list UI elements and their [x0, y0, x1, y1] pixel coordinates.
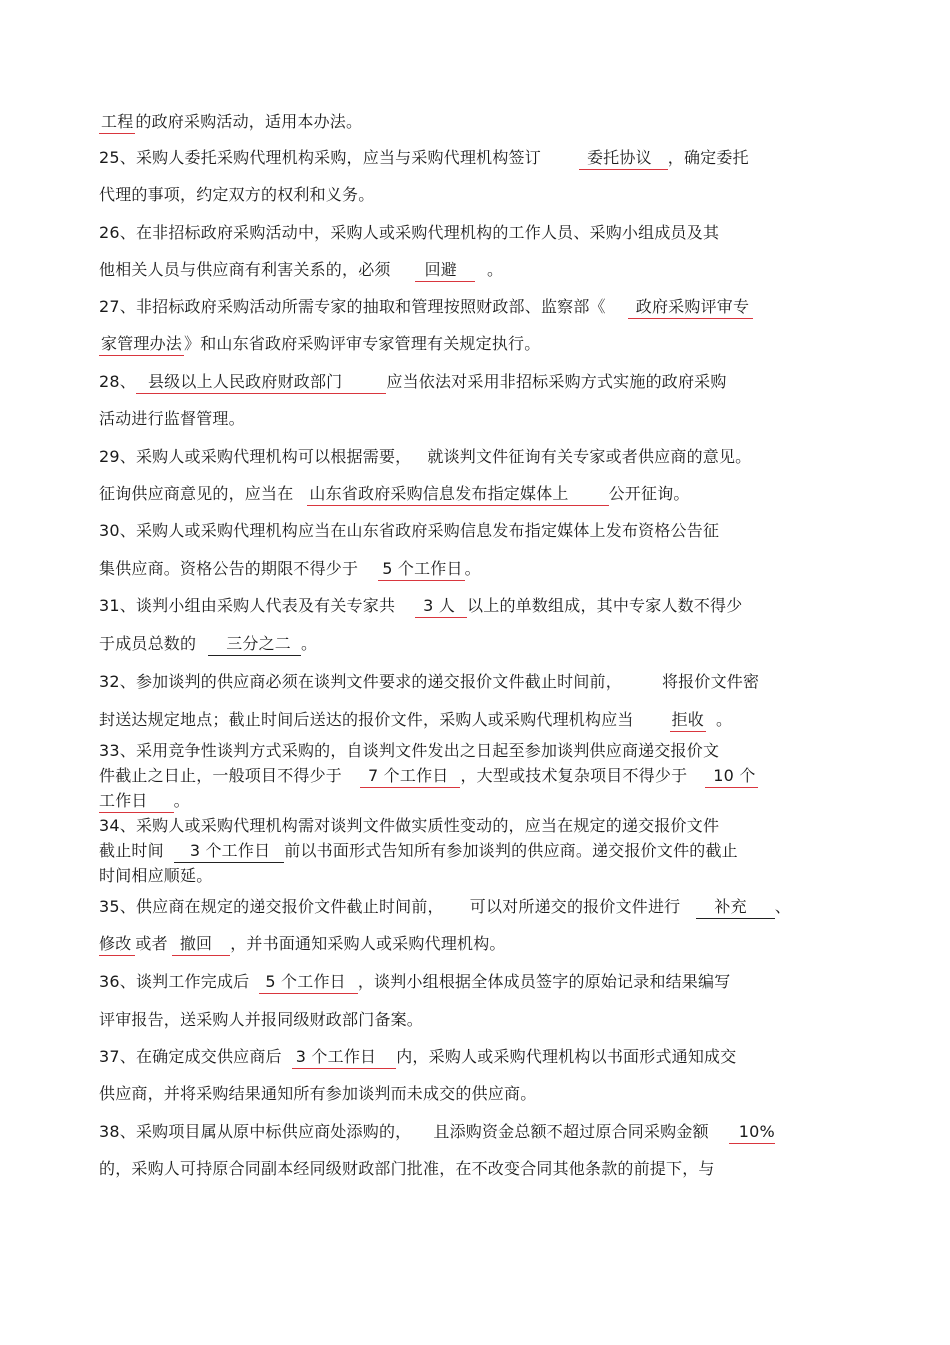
text-segment: 件截止之日止，一般项目不得少于: [99, 766, 343, 785]
text-line: [99, 741, 719, 761]
answer-blank: 工作日: [99, 791, 174, 811]
answer-blank: 三分之二: [208, 634, 301, 654]
text-segment: 36、谈判工作完成后: [99, 972, 250, 991]
text-line: [99, 766, 758, 786]
text-line: [99, 409, 245, 429]
text-segment: 28、: [99, 372, 136, 391]
answer-blank: 政府采购评审专: [628, 297, 753, 317]
text-line: [99, 559, 481, 579]
text-segment: 可以对所递交的报价文件进行: [469, 897, 681, 916]
text-line: [99, 634, 317, 654]
text-segment: 。: [173, 791, 190, 810]
text-segment: 他相关人员与供应商有利害关系的，必须: [99, 260, 391, 279]
text-segment: 就谈判文件征询有关专家或者供应商的意见。: [427, 447, 752, 466]
answer-blank: 3 个工作日: [174, 841, 284, 861]
text-segment: 将报价文件密: [661, 672, 760, 691]
answer-blank: 5 个工作日: [378, 559, 464, 579]
text-line: [99, 1159, 715, 1179]
answer-blank: 3 个工作日: [292, 1047, 396, 1067]
text-line: [99, 1122, 775, 1142]
text-segment: 内，采购人或采购代理机构以书面形式通知成交: [396, 1047, 737, 1066]
answer-blank: 拒收: [671, 710, 705, 729]
text-segment: ，大型或技术复杂项目不得少于: [460, 766, 688, 785]
text-segment: 33、采用竞争性谈判方式采购的，自谈判文件发出之日起至参加谈判供应商递交报价文: [99, 741, 720, 760]
text-line: [99, 841, 738, 861]
text-line: [99, 672, 759, 692]
text-segment: 供应商，并将采购结果通知所有参加谈判而未成交的供应商。: [99, 1084, 537, 1103]
answer-blank: 7 个工作日: [360, 766, 460, 786]
text-line: [99, 297, 753, 317]
text-line: [99, 1010, 423, 1030]
text-line: [99, 148, 749, 168]
text-segment: 截止时间: [99, 841, 164, 860]
text-line: [99, 185, 374, 205]
answer-blank: 5 个工作日: [259, 972, 357, 992]
text-segment: 34、采购人或采购代理机构需对谈判文件做实质性变动的，应当在规定的递交报价文件: [99, 816, 720, 835]
answer-blank: 工程: [101, 112, 134, 131]
text-segment: 25、采购人委托采购代理机构采购，应当与采购代理机构签订: [99, 148, 541, 167]
text-line: [99, 934, 506, 954]
text-line: [99, 260, 503, 280]
answer-blank: 修改: [99, 934, 135, 954]
text-line: [99, 223, 719, 243]
text-segment: ，谈判小组根据全体成员签字的原始记录和结果编写: [357, 972, 731, 991]
text-segment: ，确定委托: [667, 148, 749, 167]
text-line: [99, 897, 791, 917]
text-segment: 26、在非招标政府采购活动中，采购人或采购代理机构的工作人员、采购小组成员及其: [99, 223, 720, 242]
text-segment: 27、非招标政府采购活动所需专家的抽取和管理按照财政部、监察部《: [99, 297, 606, 316]
text-segment: 活动进行监督管理。: [99, 409, 245, 428]
text-segment: 征询供应商意见的，应当在: [99, 484, 294, 503]
text-segment: 》和山东省政府采购评审专家管理有关规定执行。: [184, 334, 541, 353]
text-line: [99, 866, 212, 886]
text-segment: 代理的事项，约定双方的权利和义务。: [99, 185, 375, 204]
answer-blank: 县级以上人民政府财政部门: [136, 372, 386, 392]
answer-blank: 委托协议: [579, 148, 668, 168]
text-segment: 32、参加谈判的供应商必须在谈判文件要求的递交报价文件截止时间前，: [99, 672, 622, 691]
text-segment: 应当依法对采用非招标采购方式实施的政府采购: [386, 372, 727, 391]
text-line: [99, 791, 190, 811]
answer-blank: 撤回: [172, 934, 230, 954]
text-segment: 。: [464, 559, 481, 578]
text-segment: 、: [774, 897, 791, 916]
text-segment: 30、采购人或采购代理机构应当在山东省政府采购信息发布指定媒体上发布资格公告征: [99, 521, 720, 540]
answer-blank: 10 个: [705, 766, 757, 786]
answer-blank: 10%: [729, 1122, 775, 1142]
text-line: [99, 447, 751, 467]
answer-blank: 山东省政府采购信息发布指定媒体上: [307, 484, 608, 504]
text-segment: 的政府采购活动，适用本办法。: [135, 112, 363, 131]
text-segment: ，并书面通知采购人或采购代理机构。: [230, 934, 506, 953]
text-segment: 或者: [135, 934, 168, 953]
text-line: [99, 972, 730, 992]
text-segment: 的，采购人可持原合同副本经同级财政部门批准，在不改变合同其他条款的前提下，与: [99, 1159, 715, 1178]
text-line: [99, 816, 719, 836]
text-segment: 于成员总数的: [99, 634, 197, 653]
text-segment: 时间相应顺延。: [99, 866, 213, 885]
text-segment: 。: [716, 710, 733, 729]
text-line: [99, 1084, 536, 1104]
text-line: [99, 484, 690, 504]
text-line: [99, 334, 540, 354]
answer-blank: 家管理办法: [101, 334, 183, 353]
text-segment: 。: [487, 260, 504, 279]
text-segment: 38、采购项目属从原中标供应商处添购的，: [99, 1122, 412, 1141]
text-line: [99, 1047, 736, 1067]
text-segment: 35、供应商在规定的递交报价文件截止时间前，: [99, 897, 444, 916]
text-line: [99, 596, 742, 616]
text-line: [99, 710, 732, 730]
text-segment: 31、谈判小组由采购人代表及有关专家共: [99, 596, 396, 615]
text-line: [99, 112, 362, 132]
text-segment: 以上的单数组成，其中专家人数不得少: [467, 596, 743, 615]
text-segment: 封送达规定地点；截止时间后送达的报价文件，采购人或采购代理机构应当: [99, 710, 634, 729]
answer-blank: 补充: [696, 897, 774, 917]
text-segment: 。: [301, 634, 318, 653]
text-segment: 公开征询。: [608, 484, 690, 503]
text-segment: 集供应商。资格公告的期限不得少于: [99, 559, 359, 578]
text-segment: 且添购资金总额不超过原合同采购金额: [433, 1122, 709, 1141]
answer-blank: 回避: [415, 260, 475, 280]
text-segment: 29、采购人或采购代理机构可以根据需要，: [99, 447, 412, 466]
text-line: [99, 372, 727, 392]
answer-blank: 3 人: [415, 596, 467, 616]
text-segment: 评审报告，送采购人并报同级财政部门备案。: [99, 1010, 424, 1029]
text-segment: 37、在确定成交供应商后: [99, 1047, 282, 1066]
text-line: [99, 521, 719, 541]
text-segment: 前以书面形式告知所有参加谈判的供应商。递交报价文件的截止: [284, 841, 738, 860]
